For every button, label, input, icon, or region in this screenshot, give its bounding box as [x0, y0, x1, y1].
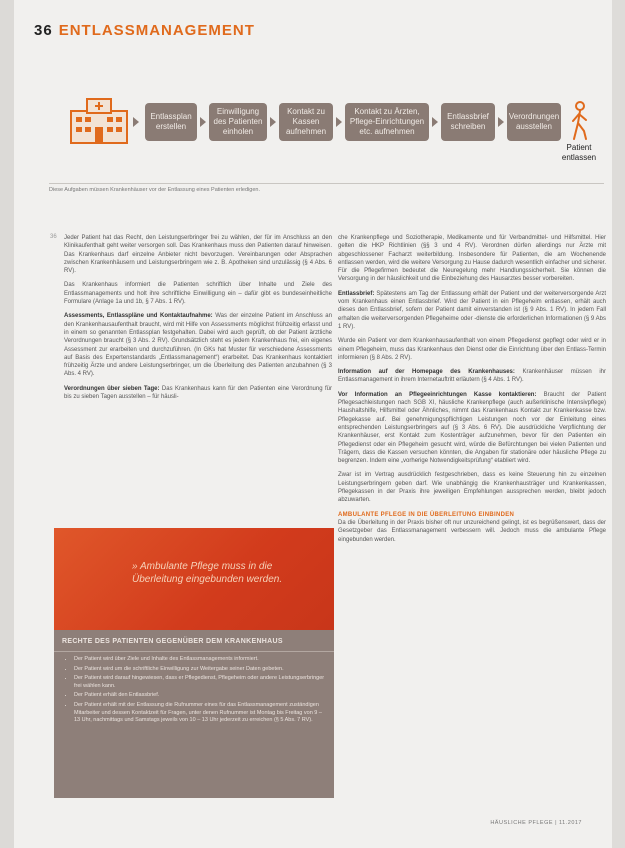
flow-arrow: [200, 117, 206, 127]
paragraph: [64, 385, 332, 402]
page-edge-left: [0, 0, 14, 848]
hospital-icon: [69, 97, 129, 145]
magazine-page: [14, 0, 612, 848]
pull-quote: » Ambulante Pflege muss in die Überleitung eingebunden werden.: [132, 561, 283, 585]
figure-caption: Diese Aufgaben müssen Krankenhäuser vor der Entlassung eines Patienten erledigen.: [49, 187, 260, 193]
list-item: • Der Patient erhält mit der Entlassung die Rufnummer eines für das Entlassmanagement zuständigen Mitarbeiter und dessen Kontaktzeit für Fragen, unter denen Rufnummer ist Montag bis Freitag von 9 – 13 Uhr, nachmittags und Samstags jeweils von 10 – 13 Uhr jederzeit zu erreichen (§ 5 Abs. 7 RV).: [74, 702, 326, 725]
paragraph: Das Krankenhaus informiert die Patienten schriftlich über Inhalte und Ziele des Entlassmanagements und holt ihre schriftliche Einwilligung ein – dafür gibt es bundeseinheitliche Formulare (Anlage 1a und 1b, § 7 Abs. 1 RV).: [64, 282, 332, 306]
flow-arrow: [270, 117, 276, 127]
paragraph: Jeder Patient hat das Recht, den Leistungserbringer frei zu wählen, der für im Anschluss an den Klinikaufenthalt geht weiter versorgen soll. Das Krankenhaus muss den Patienten darauf hinweisen. Das Krankenhaus darf einzelne Anbieter nicht bevorzugen. Vereinbarungen oder Absprachen zwischen Krankenhäusern und Leistungserbringern wie z. B. Apotheken sind unzulässig (§ 4 Abs. 6 RV).: [64, 235, 332, 275]
paragraph-text: Was der einzelne Patient im Anschluss an den Krankenhausaufenthalt braucht, wird mit Hilfe von Assessments möglichst frühzeitig erfasst und in einem so genannten Entlassplan festgehalten. Dabei wird auch geprüft, ob der Patient ärztliche Verordnungen braucht (§ 3 Abs. 2 RV). Grundsätzlich steht es jedem Krankenhaus frei, ein eigenes Assessment zur erarbeiten und durchzuführen. (In GKs hat Muster für verschiedene Assessments auf Basis des Expertenstandards „Entlassmanagement“) erarbeitet. Das Krankenhaus kontaktiert frühzeitig Ärzte und andere Leistungserbringer, um die Überleitung des Patienten anzubahnen (§ 3 Abs. 4 RV).: [64, 313, 332, 378]
margin-number: 36: [50, 234, 57, 240]
list-item: • Der Patient wird darauf hingewiesen, dass er Pflegedienst, Pflegeheim oder andere Leistungserbringer frei wählen kann.: [74, 675, 326, 690]
paragraph-text: Das Krankenhaus kann für den Patienten eine Verordnung für bis zu sieben Tagen ausstellen – für häusli-: [64, 385, 332, 401]
step-aerzte: Kontakt zu Ärzten, Pflege-Einrichtungen etc. aufnehmen: [345, 103, 429, 141]
paragraph: [338, 368, 606, 385]
flow-arrow: [336, 117, 342, 127]
caption-divider: [49, 183, 604, 184]
paragraph: [338, 391, 606, 466]
page-title: ENTLASSMANAGEMENT: [58, 22, 255, 39]
paragraph-heading: Entlassbrief:: [338, 290, 375, 297]
page-edge-right: [612, 0, 625, 848]
paragraph: Wurde ein Patient vor dem Krankenhausaufenthalt von einem Pflegedienst gepflegt oder wird er in einem Pflegeheim, muss das Krankenhaus den Dienst oder die Einrichtung über den Entlass-Termin informieren (§ 8 Abs. 2 RV).: [338, 338, 606, 361]
list-item: • Der Patient wird um die schriftliche Einwilligung zur Weitergabe seiner Daten gebeten.: [74, 666, 326, 674]
paragraph-heading: Assessments, Entlasspläne und Kontaktaufnahme:: [64, 313, 213, 320]
paragraph-text: Braucht der Patient Pflegesachleistungen nach SGB XI, häusliche Krankenpflege (auch außerklinische Intensivpflege) Haushaltshilfe, Hilfsmittel oder Ähnliches, nimmt das Krankenhaus Kontakt zur Krankenkasse bzw. Pflegekasse auf. Bei genehmigungspflichtigen Leistungen noch vor der Einleitung eines entsprechenden Leistungserbringers auf (§ 3 Abs. 6 RV). Die ausdrückliche Verpflichtung der Krankenhäuser, erst Kontakt zum Kostenträger aufzunehmen, bevor für den Patienten ein Pflegedienst oder ein Pflegeheim gesucht wird, würde die Befürchtungen bei vielen Patienten und Trägern, dass die Kassen versuchen könnten, die Angaben für stationäre oder häusliche Pflege zu begrenzen. Indem eine „vorherige Notwendigkeitsprüfung“ etabliert wird.: [338, 391, 606, 465]
list-item: • Der Patient wird über Ziele und Inhalte des Entlassmanagements informiert.: [74, 656, 326, 664]
flow-arrow: [133, 117, 139, 127]
section-subheading: AMBULANTE PFLEGE IN DIE ÜBERLEITUNG EINBINDEN: [338, 511, 515, 518]
page-header: [34, 22, 255, 39]
rights-title: RECHTE DES PATIENTEN GEGENÜBER DEM KRANKENHAUS: [54, 630, 334, 652]
list-item: • Der Patient erhält den Entlassbrief.: [74, 692, 326, 700]
paragraph-heading: Information auf der Homepage des Krankenhauses:: [338, 369, 515, 376]
paragraph: [338, 290, 606, 331]
flow-arrow: [498, 117, 504, 127]
paragraph: Zwar ist im Vertrag ausdrücklich festgeschrieben, dass es keine Steuerung hin zu einzelnen Leistungserbringern geben darf. Wie unabhängig die Krankenhausträger und Krankenkassen, Pflegekassen in der Praxis ihre jeweiligen Empfehlungen aussprechen werden, bleibt jedoch abzuwarten.: [338, 472, 606, 504]
step-entlassbrief: Entlassbrief schreiben: [441, 103, 495, 141]
paragraph: [64, 312, 332, 378]
paragraph-text: Krankenhäuser müssen ihr Entlassmanagement in ihrem Internetauftritt erläutern (§ 4 Abs. 1 RV).: [338, 369, 606, 384]
paragraph-text: Spätestens am Tag der Entlassung erhält der Patient und der weiterversorgende Arzt vom Krankenhaus einen Entlassbrief. Wird der Patient in ein Pflegeheim entlassen, erhält auch dieses den Entlassbrief, sofern der Patient damit einverstanden ist (§ 9 Abs. 1 RV). In jedem Fall erhalten die weiterversorgenden Pflegeheime oder -dienste die erforderlichen Informationen (§ 9 Abs 1 RV).: [338, 290, 607, 330]
paragraph-heading: Vor Information an Pflegeeinrichtungen Kasse kontaktieren:: [338, 391, 537, 398]
process-flow: [69, 95, 599, 170]
step-verordnungen: Verordnungen ausstellen: [507, 103, 561, 141]
step-einwilligung: Einwilligung des Patienten einholen: [209, 103, 267, 141]
right-column: [338, 234, 606, 550]
left-column: [64, 234, 332, 407]
patient-rights-box: [54, 630, 334, 798]
patient-label: Patient entlassen: [561, 143, 597, 162]
step-kassen: Kontakt zu Kassen aufnehmen: [279, 103, 333, 141]
page-footer: HÄUSLICHE PFLEGE | 11.2017: [490, 820, 582, 826]
walking-person-icon: [566, 101, 594, 141]
paragraph: Da die Überleitung in der Praxis bisher oft nur unzureichend gelingt, ist es begrüßenswert, dass der Gesetzgeber das Entlassmanagement verbessern will. Jedoch muss die ambulante Pflege eingebunden werden.: [338, 519, 606, 543]
paragraph-heading: Verordnungen über sieben Tage:: [64, 385, 160, 392]
paragraph: che Krankenpflege und Soziotherapie, Medikamente und für Verbandmittel- und Hilfsmittel. Hier gelten die HKP Richtlinien (§§ 3 und 4 RV). Verordnen dürfen allerdings nur Ärzte mit abgeschlossener Facharzt weiterbildung. Insbesondere für Patienten, die am Wochenende entlassen werden, wird die weitere Versorgung zu Hause dadurch wesentlich einfacher und sicherer. Für die Pflegefirmen bedeutet die Neuregelung mehr Handlungssicherheit. Sie können die Versorgung in der häuslichkeit und die Einbeziehung des Hausarztes besser vorbereiten.: [338, 235, 606, 283]
step-entlassplan: Entlassplan erstellen: [145, 103, 197, 141]
pull-quote-box: [54, 528, 334, 630]
page-number: 36: [34, 22, 53, 39]
rights-list: [54, 656, 334, 725]
flow-arrow: [432, 117, 438, 127]
